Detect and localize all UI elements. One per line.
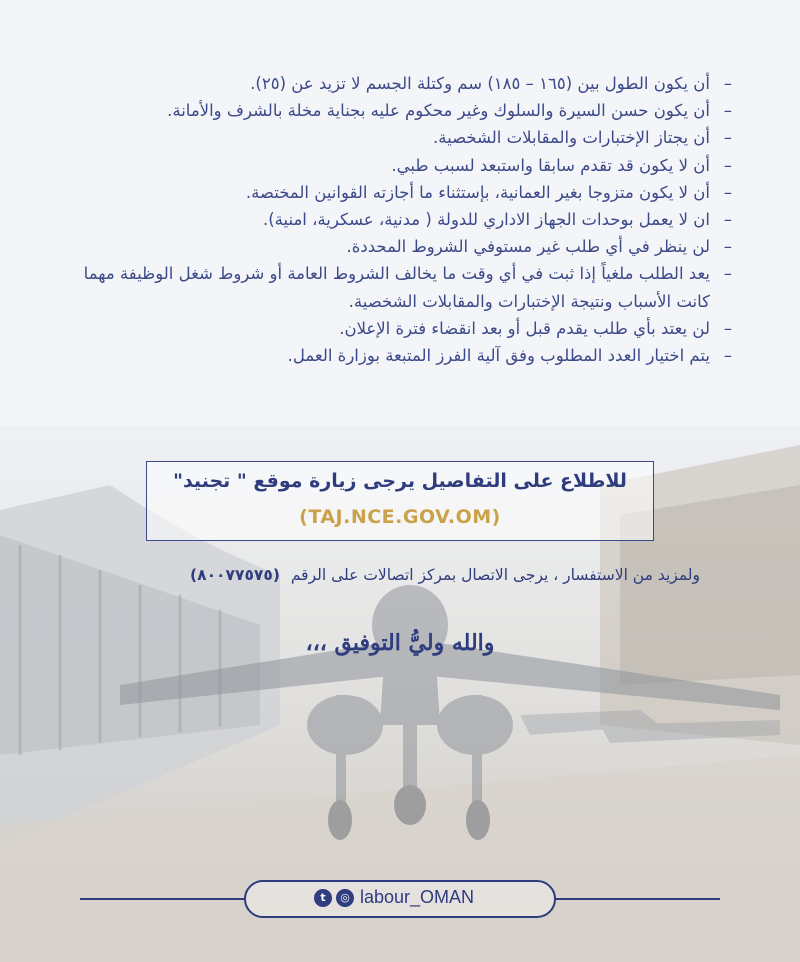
requirement-item: – يعد الطلب ملغياً إذا ثبت في أي وقت ما يخالف الشروط العامة أو شروط شغل الوظيفة مهما كانت الأسباب ونتيجة الإختبارات والمقابلات الشخصية. bbox=[72, 260, 732, 314]
website-link[interactable]: (TAJ.NCE.GOV.OM) bbox=[299, 506, 501, 528]
footer-divider-left bbox=[80, 898, 246, 900]
requirement-item: – يتم اختيار العدد المطلوب وفق آلية الفرز المتبعة بوزارة العمل. bbox=[72, 342, 732, 369]
requirement-item: – أن يكون الطول بين (١٦٥ – ١٨٥) سم وكتلة الجسم لا تزيد عن (٢٥). bbox=[72, 70, 732, 97]
requirement-item: – أن لا يكون متزوجا بغير العمانية، بإستثناء ما أجازته القوانين المختصة. bbox=[72, 179, 732, 206]
contact-text: ولمزيد من الاستفسار ، يرجى الاتصال بمركز اتصالات على الرقم bbox=[290, 566, 700, 584]
requirements-list bbox=[72, 70, 732, 369]
requirement-item: – لن ينظر في أي طلب غير مستوفي الشروط المحددة. bbox=[72, 233, 732, 260]
requirement-item: – لن يعتد بأي طلب يقدم قبل أو بعد انقضاء فترة الإعلان. bbox=[72, 315, 732, 342]
requirement-item: – أن يكون حسن السيرة والسلوك وغير محكوم عليه بجناية مخلة بالشرف والأمانة. bbox=[72, 97, 732, 124]
info-title: للاطلاع على التفاصيل يرجى زيارة موقع " تجنيد" bbox=[173, 470, 627, 492]
social-handle[interactable]: labour_OMAN bbox=[360, 887, 475, 907]
contact-number: (٨٠٠٧٧٥٧٥) bbox=[190, 566, 280, 584]
closing-phrase: والله وليُّ التوفيق ،،، bbox=[305, 630, 495, 656]
requirement-item: – أن لا يكون قد تقدم سابقا واستبعد لسبب طبي. bbox=[72, 152, 732, 179]
requirement-item: – ان لا يعمل بوحدات الجهاز الاداري للدولة ( مدنية، عسكرية، امنية). bbox=[72, 206, 732, 233]
contact-line bbox=[80, 566, 700, 584]
requirement-item: – أن يجتاز الإختبارات والمقابلات الشخصية. bbox=[72, 124, 732, 151]
instagram-icon: ◎ bbox=[336, 889, 354, 907]
info-box bbox=[146, 461, 654, 541]
footer-divider-right bbox=[554, 898, 720, 900]
twitter-icon: t bbox=[314, 889, 332, 907]
